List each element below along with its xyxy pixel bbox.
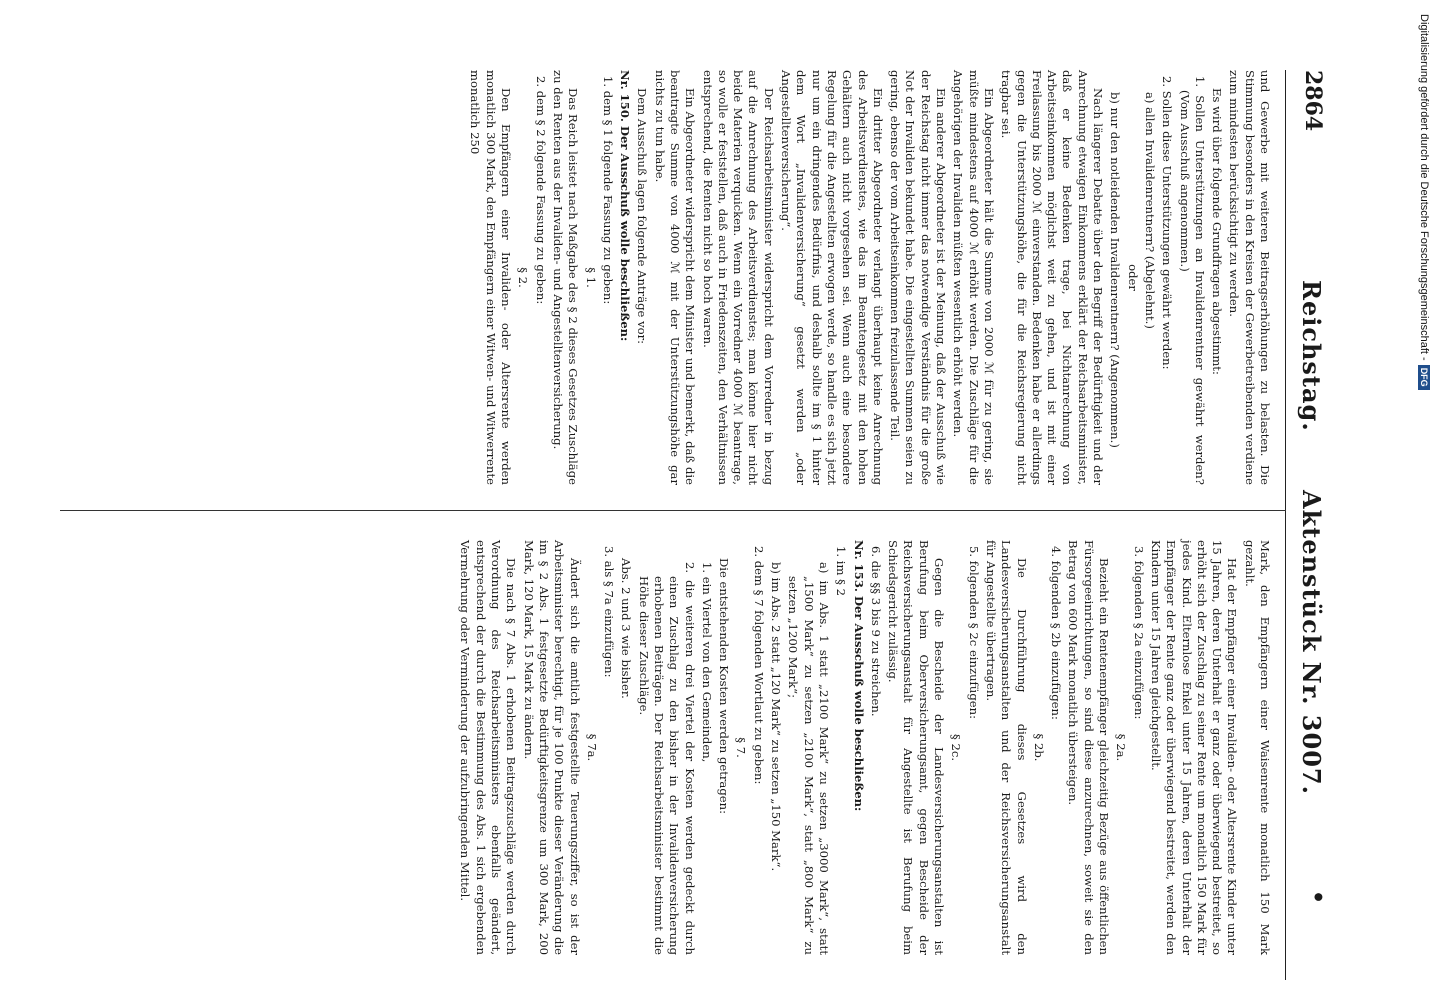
paragraph: Ein anderer Abgeordneter ist der Meinung, daß der Ausschuß wie der Reichstag nicht immer das notwendige Verständnis für die große Not der Invaliden bekundet habe. Die eingestellten Summen seien zu gering, ebenso der vom Arbeitseinkommen freizulassende Teil.	[888, 70, 949, 485]
list-item: 2. Sollen diese Unterstützungen gewährt werden:	[1160, 76, 1175, 370]
paragraph: Die Durchführung dieses Gesetzes wird den Landesversicherungsanstalten und der Reichsversicherungsanstalt für Angestellte übertragen.	[983, 540, 1029, 955]
paragraph: Ändert sich die amtlich festgestellte Teuerungsziffer, so ist der Arbeitsminister berechtigt, für je 100 Punkte dieser Veränderung die im § 2 Abs. 1 festgesetzte Bedürftigkeitsgrenze um 300 Mark, 200 Mark, 120 Mark, 15 Mark zu ändern.	[521, 540, 582, 955]
motion-heading: Nr. 153. Der Ausschuß wolle beschließen:	[851, 540, 866, 812]
list-item: 1. ein Viertel von den Gemeinden,	[699, 562, 714, 763]
list-item: b) im Abs. 2 statt „120 Mark“ zu setzen „150 Mark“.	[769, 562, 784, 872]
list-item: 2. dem § 7 folgenden Wortlaut zu geben:	[751, 546, 766, 785]
paragraph: Ein Abgeordneter hält die Summe von 2000 ℳ für zu gering, sie müßte mindestens auf 4000 ℳ erhöht werden. Die Zuschläge für die Angehörigen der Invaliden müßten wesentlich erhöht werden.	[951, 70, 996, 485]
paragraph: Die nach § 7 Abs. 1 erhobenen Beitragszuschläge werden durch Verordnung des Reichsarbeitsministers ebenfalls geändert, entsprechend der durch die Bestimmung des Abs. 1 sich ergebenden Vermehrung oder Verminderung der aufzubringenden Mittel.	[458, 540, 519, 955]
paragraph: Abs. 2 und 3 wie bisher.	[619, 558, 634, 699]
list-item: 3. folgenden § 2a einzufügen:	[1131, 546, 1146, 720]
paragraph: Dem Ausschuß lagen folgende Anträge vor:	[635, 88, 650, 345]
list-item: 1. im § 2	[834, 546, 849, 596]
list-item: a) allen Invalidenrentnern? (Abgelehnt.)	[1142, 92, 1157, 329]
dfg-logo: DFG	[1418, 365, 1430, 390]
document-number: Aktenstück Nr. 3007.	[1297, 490, 1326, 795]
list-item: 1. Sollen Unterstützungen an Invalidenrentner gewährt werden? (Vom Ausschuß angenommen.)	[1177, 76, 1207, 485]
paragraph: Den Empfängern einer Invaliden- oder Altersrente werden monatlich 300 Mark, den Empfängern einer Witwen- und Witwerrente monatlich 250	[468, 70, 514, 485]
list-item: a) im Abs. 1 statt „2100 Mark“ zu setzen „3000 Mark“, statt „1500 Mark“ zu setzen „2100 Mark“, statt „800 Mark“ zu setzen „1200 Mark“;	[786, 562, 831, 955]
motion-heading: Nr. 150. Der Ausschuß wolle beschließen:	[618, 70, 633, 342]
section-heading: § 7.	[734, 737, 749, 758]
left-column	[60, 70, 1272, 485]
section-heading: § 2.	[516, 267, 531, 288]
section-heading: § 2a.	[1114, 733, 1129, 762]
funding-text: Digitalisierung gefördert durch die Deutsche Forschungsgemeinschaft -	[1418, 14, 1430, 361]
page-header	[1285, 70, 1330, 980]
paragraph: Das Reich leistet nach Maßgabe des § 2 dieses Gesetzes Zuschläge zu den Renten aus der Invaliden- und Angestelltenversicherung.	[550, 70, 581, 485]
paragraph: oder	[1125, 264, 1140, 291]
rotated-page	[60, 70, 1330, 980]
paragraph: Es wird über folgende Grundfragen abgestimmt:	[1210, 88, 1225, 375]
list-item: 3. als § 7a einzufügen:	[602, 546, 617, 678]
paragraph: Die entstehenden Kosten werden getragen:	[717, 558, 732, 815]
paragraph: und Gewerbe mit weiteren Beitragserhöhungen zu belasten. Die Stimmung besonders in den Kreisen der Gewerbetreibenden verdiene zum mindesten berücksichtigt zu werden.	[1227, 70, 1272, 485]
header-mark: •	[1304, 890, 1330, 905]
list-item: 1. dem § 1 folgende Fassung zu geben:	[600, 76, 615, 305]
paragraph: Ein dritter Abgeordneter verlangt überhaupt keine Anrechnung des Arbeitsverdienstes, wie das im Beamtengesetz mit den hohen Gehältern auch nicht vorgesehen sei. Wenn auch eine besondere Regelung für die Angestellten erwogen werde, so handle es sich jetzt nur um ein dringendes Bedürfnis, und deshalb sollte im § 1 hinter dem Wort „Invalidenversicherung“ gesetzt werden „oder Angestelltenversicherung“.	[779, 70, 885, 485]
paragraph: Gegen die Bescheide der Landesversicherungsanstalten ist Berufung beim Oberversicherungsamt, gegen Bescheide der Reichsversicherungsanstalt für Angestellte ist Berufung beim Schiedsgericht zulässig.	[886, 540, 947, 955]
list-item: 6. die §§ 3 bis 9 zu streichen.	[868, 546, 883, 717]
right-column	[60, 540, 1272, 955]
funding-notice	[1418, 14, 1430, 390]
list-item: 4. folgenden § 2b einzufügen:	[1049, 546, 1064, 720]
paragraph: Bezieht ein Rentenempfänger gleichzeitig Bezüge aus öffentlichen Fürsorgeeinrichtungen, so sind diese anzurechnen, soweit sie den Betrag von 600 Mark monatlich übersteigen.	[1066, 540, 1112, 955]
paragraph: Nach längerer Debatte über den Begriff der Bedürftigkeit und der Anrechnung etwaigen Einkommens erklärt der Reichsarbeitsminister, daß er keine Bedenken trage, bei Nichtanrechnung von Arbeitseinkommen möglichst weit zu gehen, und ist mit einer Freilassung bis 2000 ℳ einverstanden. Bedenken habe er allerdings gegen die Unterstützungshöhe, die für die Reichsregierung nicht tragbar sei.	[999, 70, 1106, 485]
paragraph: Mark, den Empfängern einer Waisenrente monatlich 150 Mark gezahlt.	[1242, 540, 1272, 955]
paragraph: Der Reichsarbeitsminister widerspricht dem Vorredner in bezug auf die Anrechnung des Arbeitsverdienstes; man könne hier nicht beide Materien verquicken. Wenn ein Vorredner 4000 ℳ beantrage, so wolle er feststellen, daß auch in Friedenszeiten, den Verhältnissen entsprechend, die Renten nicht so hoch waren.	[700, 70, 776, 485]
list-item: 2. die weiteren drei Viertel der Kosten werden gedeckt durch einen Zuschlag zu den bisher in der Invalidenversicherung erhobenen Beiträgen. Der Reichsarbeitsminister bestimmt die Höhe dieser Zuschläge.	[636, 562, 697, 955]
section-heading: § 1.	[583, 267, 598, 288]
page-number: 2864	[1300, 70, 1326, 132]
list-item: b) nur den notleidenden Invalidenrentnern? (Angenommen.)	[1108, 92, 1123, 448]
list-item: 2. dem § 2 folgende Fassung zu geben:	[533, 76, 548, 305]
header-title: Reichstag.	[1297, 280, 1326, 432]
paragraph: Ein Abgeordneter widerspricht dem Minister und bemerkt, daß die beantragte Summe von 4000 ℳ mit der Unterstützungshöhe gar nichts zu tun habe.	[652, 70, 698, 485]
paragraph: Hat der Empfänger einer Invaliden- oder Altersrente Kinder unter 15 Jahren, deren Unterhalt er ganz oder überwiegend bestreitet, so erhöht sich der Zuschlag zu seiner Rente um monatlich 150 Mark für jedes Kind. Elternlose Enkel unter 15 Jahren, deren Unterhalt der Empfänger der Rente ganz oder überwiegend bestreitet, werden den Kindern unter 15 Jahren gleichgestellt.	[1148, 540, 1240, 955]
section-heading: § 2c.	[949, 733, 964, 762]
section-heading: § 7a.	[584, 733, 599, 762]
column-divider	[60, 510, 1286, 511]
section-heading: § 2b.	[1031, 733, 1046, 762]
list-item: 5. folgenden § 2c einzufügen:	[966, 546, 981, 719]
